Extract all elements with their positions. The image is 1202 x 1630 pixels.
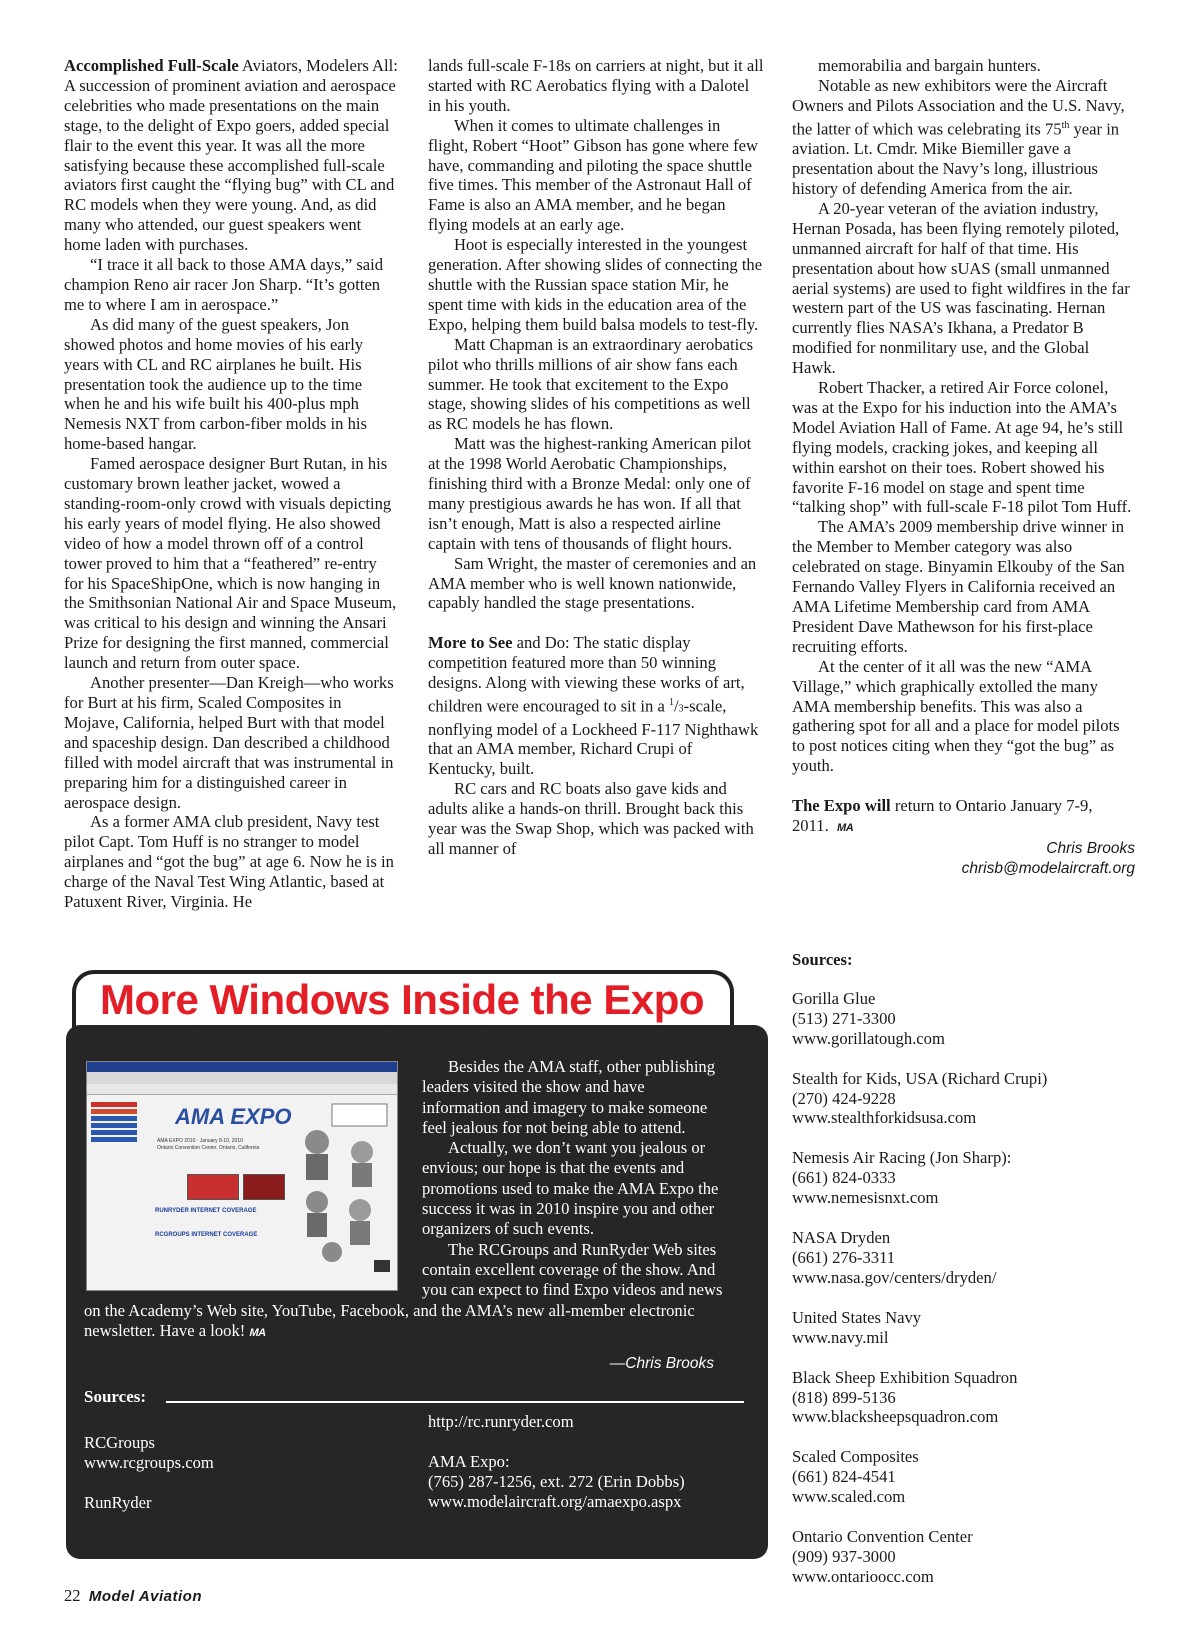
paragraph: “I trace it all back to those AMA days,” said champion Reno air racer Jon Sharp. “It’s gotten me to where I am in aerospace.” [64, 255, 384, 314]
sidebar-signature: —Chris Brooks [609, 1355, 714, 1372]
paragraph: As did many of the guest speakers, Jon showed photos and home movies of his early years with CL and RC airplanes he built. His presentation took the audience up to the time when he and his wife built his 400-plus mph Nemesis NXT from carbon-fiber molds in his home-based hangar. [64, 314, 367, 454]
paragraph: Hoot is especially interested in the youngest generation. After showing slides of connecting the shuttle with the Russian space station Mir, he spent time with kids in the education area of the Expo, helping them build balsa models to test-fly. [428, 235, 763, 334]
run-in-lead: More to See [428, 633, 513, 653]
page-number: 22 [64, 1586, 81, 1605]
sources-heading: Sources: [792, 950, 853, 969]
source-entry: Black Sheep Exhibition Squadron (818) 899-5136 www.blacksheepsquadron.com [792, 1367, 1018, 1427]
page-footer [64, 1586, 202, 1606]
paragraph: Matt was the highest-ranking American pilot at the 1998 World Aerobatic Championships, finishing third with a Bronze Medal: only one of many prestigious awards he has won. If all that isn’t enough, Matt is also a respected airline captain with tens of thousands of flight hours. [428, 434, 752, 553]
paragraph: Notable as new exhibitors were the Aircraft Owners and Pilots Association and the U.S. Navy, the latter of which was celebrating its 75th year in aviation. Lt. Cmdr. Mike Biemiller gave a presentation about the Navy’s long, illustrious history of defending America from the air. [792, 75, 1125, 198]
source-entry: Scaled Composites (661) 824-4541 www.scaled.com [792, 1447, 919, 1507]
paragraph: RC cars and RC boats also gave kids and adults alike a hands-on thrill. Brought back this year was the Swap Shop, which was packed with all manner of [428, 779, 754, 858]
source-entry: Ontario Convention Center (909) 937-3000 www.ontarioocc.com [792, 1527, 973, 1586]
paragraph: Robert Thacker, a retired Air Force colonel, was at the Expo for his induction into the AMA’s Model Aviation Hall of Fame. At age 94, he’s still flying models, cracking jokes, and keeping all within earshot on their toes. Robert showed his favorite F-16 model on stage and spent time “talking shop” with full-scale F-18 pilot Tom Huff. [792, 378, 1132, 517]
magazine-name: Model Aviation [88, 1588, 203, 1605]
sources-list [792, 950, 1135, 1607]
paragraph: lands full-scale F-18s on carriers at night, but it all started with RC Aerobatics flying with a Dalotel in his youth. [428, 56, 764, 115]
article-column-3 [792, 56, 1135, 879]
sidebar-title: More Windows Inside the Expo [100, 976, 705, 1023]
paragraph: Matt Chapman is an extraordinary aerobatics pilot who thrills millions of air show fans each summer. He took that excitement to the Expo stage, showing slides of his competitions as well as RC models he has flown. [428, 334, 754, 434]
sidebar-sources-right: http://rc.runryder.com AMA Expo: (765) 287-1256, ext. 272 (Erin Dobbs) www.modelaircraft.org/amaexpo.aspx [428, 1412, 685, 1511]
source-entry: Stealth for Kids, USA (Richard Crupi) (270) 424-9228 www.stealthforkidsusa.com [792, 1068, 1048, 1128]
author-email: chrisb@modelaircraft.org [961, 859, 1135, 877]
run-in-lead: Accomplished Full-Scale [64, 56, 239, 75]
paragraph: The AMA’s 2009 membership drive winner in the Member to Member category was also celebrated on stage. Binyamin Elkouby of the San Fernando Valley Flyers in California received an AMA Lifetime Membership card from AMA President Dave Mathewson for his first-place recruiting efforts. [792, 517, 1125, 656]
ama-expo-logo: AMA EXPO [175, 1104, 292, 1129]
run-in-lead: The Expo will [792, 796, 891, 816]
paragraph: Another presenter—Dan Kreigh—who works for Burt at his firm, Scaled Composites in Mojave, California, helped Burt with that model and spaceship design. Dan described a childhood filled with model aircraft that was instrumental in preparing him for a distinguished career in aerospace design. [64, 673, 394, 812]
source-entry: Nemesis Air Racing (Jon Sharp): (661) 824-0333 www.nemesisnxt.com [792, 1148, 1012, 1208]
paragraph: on the Academy’s Web site, YouTube, Facebook, and the AMA’s new all-member electronic newsletter. Have a look! MA [84, 1300, 695, 1340]
paragraph: Accomplished Full-Scale Aviators, Modelers All: A succession of prominent aviation and aerospace celebrities who made presentations on the main stage, to the delight of Expo goers, added special flair to the event this year. It was all the more satisfying because these accomplished full-scale aviators first caught the “flying bug” with CL and RC models when they were young. And, as did many who attended, our guest speakers went home laden with purchases. [64, 56, 398, 255]
paragraph: Famed aerospace designer Burt Rutan, in his customary brown leather jacket, wowed a standing-room-only crowd with visuals depicting his early years of model flying. He also showed video of how a model thrown off of a control tower proved to him that a “feathered” re-entry for his SpaceShipOne, which is now hanging in the Smithsonian National Air and Space Museum, was critical to his design and winning the Ansari Prize for designing the first manned, commercial launch and return from outer space. [64, 454, 397, 673]
site-link: RCGROUPS INTERNET COVERAGE [155, 1232, 258, 1238]
article-column-2 [428, 56, 764, 859]
sidebar-box [66, 1025, 768, 1559]
paragraph: The Expo will return to Ontario January 7-9, 2011. MA [792, 796, 1093, 836]
paragraph: More to See and Do: The static display competition featured more than 50 winning designs. Along with viewing these works of art, children were encouraged to sit in a $^1$/3-scale, nonflying model of a Lockheed F-117 Nighthawk that an AMA member, Richard Crupi of Kentucky, built. [428, 633, 759, 779]
source-entry: Gorilla Glue (513) 271-3300 www.gorillatough.com [792, 988, 945, 1048]
source-entry: NASA Dryden (661) 276-3311 www.nasa.gov/centers/dryden/ [792, 1228, 997, 1287]
ma-end-mark: MA [249, 1326, 266, 1339]
paragraph: Sam Wright, the master of ceremonies and an AMA member who is well known nationwide, capably handled the stage presentations. [428, 553, 757, 613]
sidebar-body [84, 1057, 724, 1343]
sidebar-sources-left: RCGroups www.rcgroups.com RunRyder [84, 1433, 214, 1512]
source-entry: United States Navy www.navy.mil [792, 1307, 922, 1347]
paragraph: As a former AMA club president, Navy test pilot Capt. Tom Huff is no stranger to model airplanes and “got the bug” at age 6. Now he is in charge of the Naval Test Wing Atlantic, based at Patuxent River, Virginia. He [64, 812, 394, 912]
divider [166, 1401, 744, 1403]
paragraph: Besides the AMA staff, other publishing leaders visited the show and have information and imagery to make someone feel jealous for not being able to attend. [422, 1057, 716, 1137]
author-name: Chris Brooks [1046, 839, 1135, 857]
article-column-1 [64, 56, 398, 912]
website-screenshot: AMA EXPO AMA EXPO 2010 · January 8-10, 2010 Ontario Convention Center, Ontario, California RUNRYDER INTERNET COVERAGE RCGROUPS INTERNET COVERAGE [86, 1061, 398, 1291]
ma-end-mark: MA [837, 822, 854, 835]
paragraph: Actually, we don’t want you jealous or envious; our hope is that the events and promotions used to make the AMA Expo the success it was in 2010 inspire you and other organizers of such events. [422, 1138, 719, 1239]
sidebar-sources-heading: Sources: [84, 1387, 147, 1406]
paragraph: When it comes to ultimate challenges in flight, Robert “Hoot” Gibson has gone where few have, commanding and piloting the space shuttle five times. This member of the Astronaut Hall of Fame is also an AMA member, and he began flying models at an early age. [428, 115, 758, 235]
paragraph: memorabilia and bargain hunters. [818, 56, 1041, 75]
paragraph: The RCGroups and RunRyder Web sites contain excellent coverage of the show. And you can expect to find Expo videos and news [422, 1239, 723, 1300]
paragraph: A 20-year veteran of the aviation industry, Hernan Posada, has been flying remotely piloted, unmanned aircraft for half of that time. His presentation about how sUAS (small unmanned aerial systems) are used to fight wildfires in the far western part of the US was fascinating. Hernan currently flies NASA’s Ikhana, a Predator B modified for nonmilitary use, and the Global Hawk. [792, 198, 1130, 378]
paragraph: At the center of it all was the new “AMA Village,” which graphically extolled the many AMA membership benefits. This was also a gathering spot for all and a place for model pilots to post notices citing when they “got the bug” as youth. [792, 656, 1120, 776]
site-link: RUNRYDER INTERNET COVERAGE [155, 1208, 257, 1214]
